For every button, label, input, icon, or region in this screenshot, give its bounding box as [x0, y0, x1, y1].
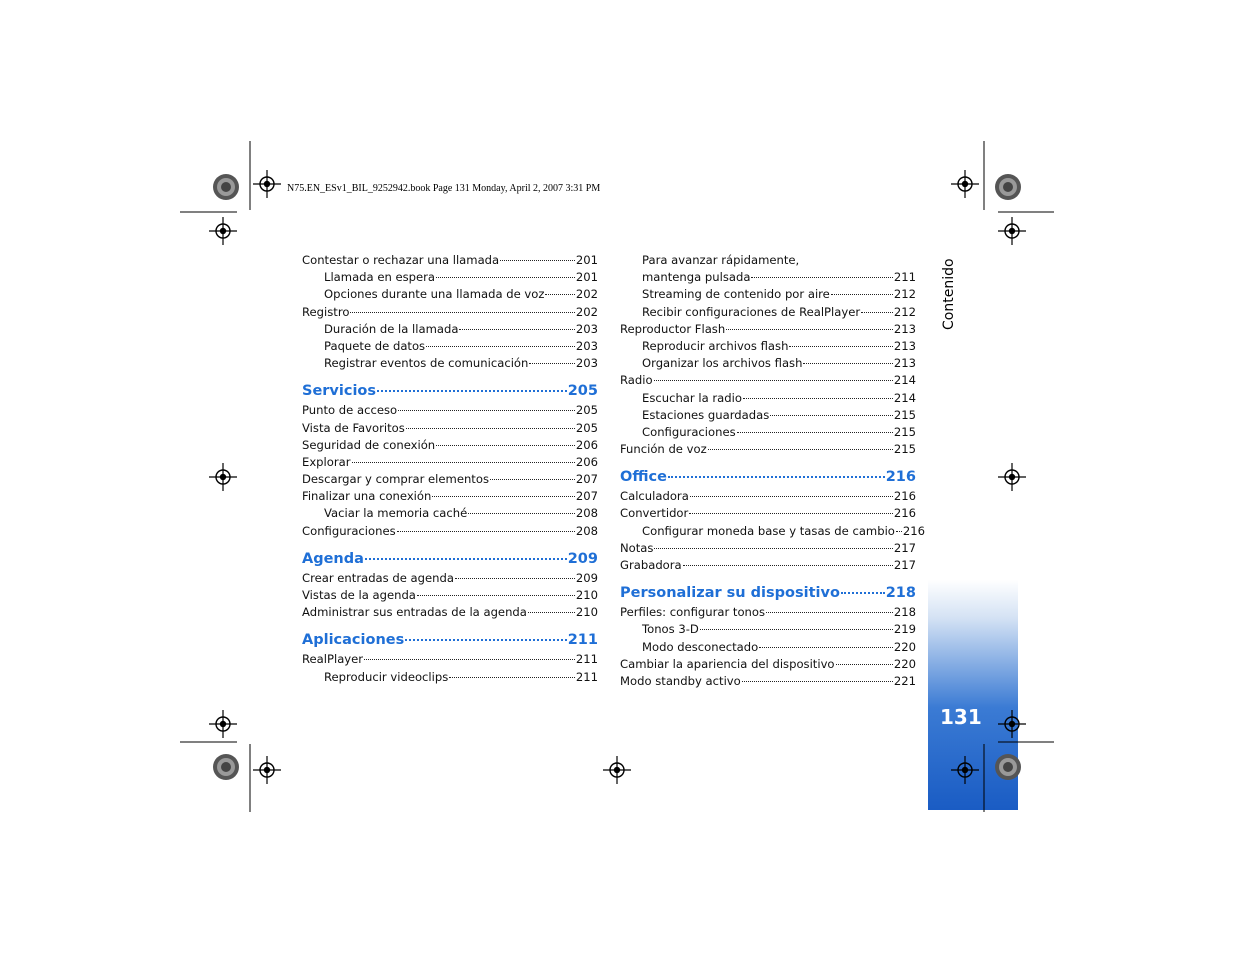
- dot-leader: [654, 380, 893, 381]
- dot-leader: [789, 346, 892, 347]
- toc-title: Reproductor Flash: [620, 321, 726, 336]
- toc-title: Recibir configuraciones de RealPlayer: [642, 304, 861, 319]
- dot-leader: [398, 410, 575, 411]
- dot-leader: [397, 531, 575, 532]
- toc-page-number: 216: [893, 506, 916, 521]
- toc-title: Descargar y comprar elementos: [302, 472, 489, 487]
- toc-page-number: 212: [893, 304, 916, 319]
- toc-title: Administrar sus entradas de la agenda: [302, 605, 527, 620]
- dot-leader: [861, 312, 893, 313]
- toc-page-number: 220: [893, 656, 916, 671]
- toc-title: Configuraciones: [642, 424, 736, 439]
- toc-title: Explorar: [302, 454, 351, 469]
- toc-entry[interactable]: [302, 437, 598, 454]
- toc-entry[interactable]: [302, 488, 598, 505]
- toc-page-number: 211: [893, 270, 916, 285]
- dot-leader: [743, 398, 893, 399]
- toc-subentry[interactable]: [302, 269, 598, 286]
- toc-title: Streaming de contenido por aire: [642, 287, 830, 302]
- toc-page-number: 211: [567, 632, 598, 649]
- toc-title: Tonos 3-D: [642, 622, 699, 637]
- toc-subentry[interactable]: [620, 424, 916, 441]
- toc-title: Configurar moneda base y tasas de cambio: [642, 523, 895, 538]
- toc-page-number: 203: [575, 338, 598, 353]
- dot-leader: [426, 346, 575, 347]
- toc-subentry[interactable]: [620, 355, 916, 372]
- toc-page-number: 202: [575, 304, 598, 319]
- dot-leader: [436, 277, 575, 278]
- toc-page-number: 201: [575, 253, 598, 267]
- dot-leader: [726, 329, 893, 330]
- dot-leader: [654, 548, 892, 549]
- crosshair-mark: [253, 756, 281, 784]
- toc-title: Vaciar la memoria caché: [324, 506, 468, 521]
- dot-leader: [455, 578, 575, 579]
- toc-subentry[interactable]: [302, 669, 598, 686]
- toc-subentry[interactable]: [620, 621, 916, 638]
- toc-entry[interactable]: [620, 488, 916, 505]
- toc-section-heading[interactable]: [302, 381, 598, 401]
- toc-title: Aplicaciones: [302, 632, 405, 649]
- toc-page-number: 212: [893, 287, 916, 302]
- toc-title: Office: [620, 469, 667, 486]
- toc-page-number: 216: [893, 489, 916, 504]
- toc-page-number: 205: [575, 420, 598, 435]
- toc-page-number: 218: [893, 605, 916, 620]
- toc-subentry[interactable]: [620, 407, 916, 424]
- toc-section-heading[interactable]: [302, 630, 598, 650]
- dot-leader: [896, 531, 902, 532]
- toc-page-number: 206: [575, 437, 598, 452]
- crosshair-mark: [603, 756, 631, 784]
- dot-leader: [708, 449, 893, 450]
- toc-title: Perfiles: configurar tonos: [620, 605, 766, 620]
- toc-title: Crear entradas de agenda: [302, 570, 454, 585]
- toc-subentry[interactable]: [620, 523, 926, 540]
- dot-leader: [803, 363, 892, 364]
- toc-title: Calculadora: [620, 489, 689, 504]
- toc-title: Escuchar la radio: [642, 390, 742, 405]
- toc-subentry[interactable]: [302, 321, 598, 338]
- crosshair-mark: [253, 170, 281, 198]
- dot-leader: [683, 565, 893, 566]
- toc-page-number: 217: [893, 558, 916, 572]
- toc-entry[interactable]: [620, 557, 916, 574]
- dot-leader: [459, 329, 574, 330]
- toc-title: Para avanzar rápidamente,: [642, 253, 800, 267]
- dot-leader: [500, 260, 575, 261]
- dot-leader: [417, 595, 575, 596]
- toc-title: Convertidor: [620, 506, 689, 521]
- toc-page-number: 211: [575, 669, 598, 684]
- toc-title: Servicios: [302, 383, 377, 400]
- toc-page-number: 208: [575, 506, 598, 521]
- toc-page-number: 219: [893, 622, 916, 637]
- toc-subentry[interactable]: [302, 355, 598, 372]
- dot-leader: [352, 462, 575, 463]
- toc-section-heading[interactable]: [620, 467, 916, 487]
- toc-page-number: 214: [893, 373, 916, 388]
- toc-page-number: 203: [575, 356, 598, 371]
- toc-page-number: 205: [575, 403, 598, 418]
- toc-entry[interactable]: [302, 570, 598, 587]
- toc-page-number: 216: [885, 469, 916, 486]
- toc-title: Radio: [620, 373, 653, 388]
- toc-title: Agenda: [302, 550, 364, 567]
- toc-page-number: 215: [893, 407, 916, 422]
- toc-subentry[interactable]: [620, 304, 916, 321]
- toc-page-number: 213: [893, 321, 916, 336]
- toc-entry[interactable]: [620, 656, 916, 673]
- toc-title: Función de voz: [620, 442, 707, 457]
- toc-title: Estaciones guardadas: [642, 407, 770, 422]
- toc-page-number: 209: [575, 570, 598, 585]
- toc-title: Reproducir videoclips: [324, 669, 449, 684]
- toc-page-number: 207: [575, 472, 598, 487]
- toc-entry[interactable]: [302, 304, 598, 321]
- dot-leader: [737, 432, 893, 433]
- toc-page-number: 215: [893, 442, 916, 457]
- toc-section-heading[interactable]: [302, 549, 598, 569]
- toc-subentry[interactable]: [302, 286, 598, 303]
- dot-leader: [490, 479, 575, 480]
- toc-entry[interactable]: [620, 673, 916, 690]
- toc-page-number: 216: [902, 523, 926, 538]
- toc-entry[interactable]: [620, 321, 916, 338]
- toc-title: Cambiar la apariencia del dispositivo: [620, 656, 835, 671]
- toc-subentry[interactable]: [620, 269, 916, 286]
- crosshair-mark: [209, 710, 237, 738]
- dot-leader: [759, 647, 893, 648]
- dot-leader: [668, 476, 885, 478]
- dot-leader: [449, 677, 575, 678]
- dot-leader: [690, 496, 893, 497]
- crosshair-mark: [209, 217, 237, 245]
- toc-subentry[interactable]: [620, 639, 916, 656]
- dot-leader: [742, 681, 893, 682]
- toc-page-number: 202: [575, 287, 598, 302]
- dot-leader: [405, 639, 566, 641]
- toc-page-number: 214: [893, 390, 916, 405]
- toc-title: Punto de acceso: [302, 403, 398, 418]
- toc-title: Seguridad de conexión: [302, 437, 436, 452]
- toc-title: Vista de Favoritos: [302, 420, 405, 435]
- toc-title: Modo desconectado: [642, 639, 759, 654]
- toc-title: Organizar los archivos flash: [642, 356, 803, 371]
- toc-entry[interactable]: [620, 505, 916, 522]
- toc-page-number: 217: [893, 540, 916, 555]
- toc-title: Registro: [302, 304, 350, 319]
- dot-leader: [841, 592, 885, 594]
- toc-title: mantenga pulsada: [642, 270, 751, 285]
- toc-title: Contestar o rechazar una llamada: [302, 253, 500, 267]
- toc-left-column: [302, 252, 598, 686]
- toc-entry[interactable]: [302, 651, 598, 668]
- dot-leader: [700, 629, 893, 630]
- dot-leader: [432, 496, 575, 497]
- dot-leader: [751, 277, 892, 278]
- toc-entry[interactable]: [620, 372, 916, 389]
- toc-title: RealPlayer: [302, 652, 364, 667]
- toc-subentry[interactable]: [302, 505, 598, 522]
- dot-leader: [364, 659, 575, 660]
- dot-leader: [766, 612, 893, 613]
- toc-page-number: 208: [575, 523, 598, 538]
- sunburst-mark: [213, 174, 239, 200]
- toc-title: Vistas de la agenda: [302, 588, 416, 602]
- toc-page-number: 210: [575, 588, 598, 602]
- toc-subentry[interactable]: [620, 390, 916, 407]
- toc-title: Registrar eventos de comunicación: [324, 356, 529, 371]
- toc-page-number: 215: [893, 424, 916, 439]
- toc-title: Paquete de datos: [324, 338, 426, 353]
- toc-section-heading[interactable]: [620, 583, 916, 603]
- toc-entry[interactable]: [620, 604, 916, 621]
- toc-page-number: 211: [575, 652, 598, 667]
- dot-leader: [377, 390, 567, 392]
- toc-subentry[interactable]: [620, 252, 916, 269]
- toc-entry[interactable]: [302, 402, 598, 419]
- toc-subentry[interactable]: [620, 338, 916, 355]
- toc-entry[interactable]: [302, 471, 598, 488]
- toc-page-number: 209: [567, 550, 598, 567]
- toc-title: Personalizar su dispositivo: [620, 585, 840, 602]
- toc-title: Opciones durante una llamada de voz: [324, 287, 545, 302]
- toc-title: Notas: [620, 540, 654, 555]
- toc-page-number: 207: [575, 489, 598, 504]
- toc-page-number: 206: [575, 454, 598, 469]
- toc-entry[interactable]: [302, 604, 598, 621]
- dot-leader: [468, 513, 575, 514]
- toc-subentry[interactable]: [620, 286, 916, 303]
- print-header: N75.EN_ESv1_BIL_9252942.book Page 131 Monday, April 2, 2007 3:31 PM: [287, 183, 601, 194]
- toc-page-number: 205: [567, 383, 598, 400]
- dot-leader: [529, 363, 574, 364]
- toc-page-number: 221: [893, 673, 916, 688]
- toc-title: Llamada en espera: [324, 270, 436, 285]
- toc-page-number: 213: [893, 356, 916, 371]
- dot-leader: [436, 445, 575, 446]
- dot-leader: [350, 312, 574, 313]
- toc-right-column: [620, 252, 926, 690]
- toc-title: Modo standby activo: [620, 673, 741, 688]
- toc-entry[interactable]: [302, 587, 598, 604]
- dot-leader: [365, 558, 567, 560]
- dot-leader: [836, 664, 893, 665]
- toc-subentry[interactable]: [302, 338, 598, 355]
- toc-entry[interactable]: [302, 252, 598, 269]
- toc-entry[interactable]: [302, 523, 598, 540]
- toc-page-number: 210: [575, 605, 598, 620]
- dot-leader: [770, 415, 893, 416]
- side-tab-label: Contenido: [941, 258, 957, 330]
- toc-page-number: 203: [575, 321, 598, 336]
- toc-page-number: 213: [893, 338, 916, 353]
- toc-page-number: 201: [575, 270, 598, 285]
- dot-leader: [528, 612, 575, 613]
- toc-title: Duración de la llamada: [324, 321, 459, 336]
- toc-title: Configuraciones: [302, 523, 396, 538]
- toc-entry[interactable]: [302, 454, 598, 471]
- toc-entry[interactable]: [620, 540, 916, 557]
- dot-leader: [689, 513, 893, 514]
- toc-title: Grabadora: [620, 558, 682, 572]
- toc-entry[interactable]: [302, 420, 598, 437]
- page-number: 131: [940, 705, 982, 729]
- dot-leader: [545, 294, 574, 295]
- crosshair-mark: [209, 463, 237, 491]
- toc-title: Finalizar una conexión: [302, 489, 432, 504]
- toc-page-number: 218: [885, 585, 916, 602]
- toc-title: Reproducir archivos flash: [642, 338, 789, 353]
- toc-page-number: 220: [893, 639, 916, 654]
- toc-entry[interactable]: [620, 441, 916, 458]
- dot-leader: [831, 294, 893, 295]
- sunburst-mark: [213, 754, 239, 780]
- dot-leader: [406, 428, 575, 429]
